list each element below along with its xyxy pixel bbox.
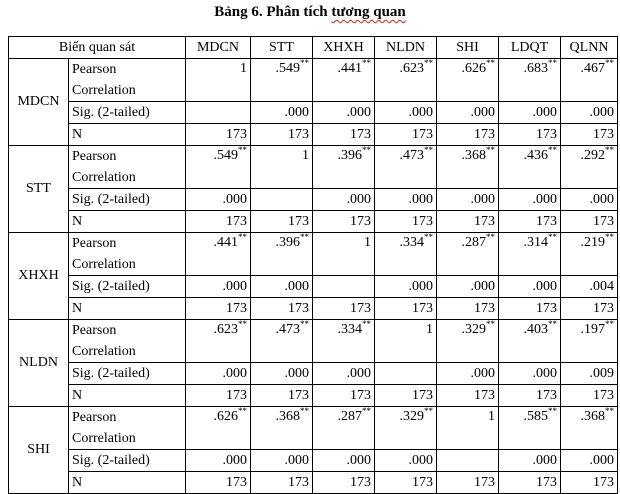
sig-cell [313,276,375,298]
n-cell: 173 [313,385,375,407]
pearson-cell [251,146,313,189]
n-label: N [69,385,186,407]
pearson-value: .368 [580,409,605,424]
pearson-value: .549 [213,148,238,163]
pearson-cell [251,320,313,363]
pearson-value: .334 [399,235,424,250]
sig-cell: .000 [437,363,499,385]
sig-cell: .000 [499,189,561,211]
sig-label: Sig. (2-tailed) [69,363,186,385]
pearson-value: .623 [399,61,424,76]
pearson-cell [561,59,618,102]
pearson-value: 1 [488,409,495,424]
sig-cell [437,450,499,472]
pearson-value: .467 [580,61,605,76]
pearson-value: 1 [364,235,371,250]
sig-cell: .000 [437,276,499,298]
pearson-value: .368 [275,409,300,424]
n-cell: 173 [313,298,375,320]
n-cell: 173 [437,472,499,494]
n-cell: 173 [313,124,375,146]
sig-cell: .000 [251,363,313,385]
n-cell: 173 [313,211,375,233]
significance-mark: ** [362,58,371,68]
n-cell: 173 [499,472,561,494]
significance-mark: ** [300,58,309,68]
col-header: STT [251,37,313,59]
n-row [9,124,618,146]
pearson-cell [251,233,313,276]
sig-row [9,189,618,211]
col-header: NLDN [375,37,437,59]
significance-mark: ** [238,406,247,416]
significance-mark: ** [605,319,614,329]
sig-cell: .000 [561,450,618,472]
n-cell: 173 [499,298,561,320]
sig-cell: .000 [437,189,499,211]
sig-row [9,450,618,472]
pearson-value: .441 [337,61,362,76]
pearson-cell [186,59,251,102]
significance-mark: ** [300,232,309,242]
significance-mark: ** [424,232,433,242]
sig-cell: .000 [499,102,561,124]
pearson-value: .287 [461,235,486,250]
n-cell: 173 [186,124,251,146]
pearson-value: .473 [399,148,424,163]
pearson-value: .683 [523,61,548,76]
significance-mark: ** [548,406,557,416]
pearson-cell [375,59,437,102]
significance-mark: ** [486,319,495,329]
sig-cell: .000 [313,189,375,211]
pearson-cell [375,146,437,189]
n-cell: 173 [186,472,251,494]
n-cell: 173 [375,211,437,233]
sig-cell: .000 [186,189,251,211]
n-cell: 173 [251,298,313,320]
n-label: N [69,124,186,146]
pearson-cell [561,146,618,189]
pearson-cell [499,59,561,102]
sig-label: Sig. (2-tailed) [69,189,186,211]
table-body [9,59,618,494]
n-cell: 173 [437,298,499,320]
variable-label: MDCN [9,59,69,146]
sig-cell: .000 [499,450,561,472]
n-cell: 173 [375,472,437,494]
variable-label: SHI [9,407,69,494]
col-header: MDCN [186,37,251,59]
pearson-cell [561,233,618,276]
n-cell: 173 [561,211,618,233]
pearson-value: .585 [523,409,548,424]
sig-cell: .009 [561,363,618,385]
correlation-table [8,36,618,494]
pearson-label: Pearson Correlation [69,320,186,363]
pearson-cell [186,146,251,189]
sig-cell: .000 [251,450,313,472]
n-label: N [69,298,186,320]
n-cell: 173 [251,211,313,233]
significance-mark: ** [605,58,614,68]
pearson-value: .292 [580,148,605,163]
title-wavy: tương quan [331,4,406,20]
significance-mark: ** [486,232,495,242]
significance-mark: ** [362,319,371,329]
significance-mark: ** [238,319,247,329]
pearson-value: .473 [275,322,300,337]
sig-label: Sig. (2-tailed) [69,450,186,472]
col-header: QLNN [561,37,618,59]
significance-mark: ** [605,232,614,242]
sig-cell: .000 [375,102,437,124]
pearson-value: .334 [337,322,362,337]
sig-cell: .000 [186,276,251,298]
sig-cell: .000 [437,102,499,124]
pearson-cell [437,59,499,102]
pearson-cell [561,407,618,450]
sig-cell: .000 [251,102,313,124]
significance-mark: ** [362,406,371,416]
sig-cell: .000 [186,363,251,385]
pearson-cell [499,146,561,189]
n-cell: 173 [561,472,618,494]
pearson-cell [499,233,561,276]
sig-cell: .000 [375,189,437,211]
pearson-cell [437,407,499,450]
n-cell: 173 [186,298,251,320]
pearson-value: 1 [426,322,433,337]
n-cell: 173 [437,124,499,146]
pearson-label: Pearson Correlation [69,233,186,276]
n-cell: 173 [499,385,561,407]
significance-mark: ** [605,406,614,416]
pearson-cell [499,320,561,363]
pearson-row [9,233,618,276]
col-header: SHI [437,37,499,59]
n-cell: 173 [251,124,313,146]
significance-mark: ** [238,232,247,242]
pearson-value: .287 [337,409,362,424]
sig-row [9,102,618,124]
pearson-value: .396 [337,148,362,163]
significance-mark: ** [548,232,557,242]
pearson-value: 1 [240,61,247,76]
pearson-value: 1 [302,148,309,163]
sig-cell: .000 [499,276,561,298]
sig-cell [251,189,313,211]
sig-label: Sig. (2-tailed) [69,102,186,124]
pearson-cell [186,407,251,450]
n-cell: 173 [437,211,499,233]
significance-mark: ** [424,406,433,416]
n-cell: 173 [251,472,313,494]
pearson-value: .197 [580,322,605,337]
corner-header: Biến quan sát [9,37,186,59]
pearson-cell [313,59,375,102]
pearson-value: .549 [275,61,300,76]
pearson-cell [437,146,499,189]
significance-mark: ** [486,145,495,155]
table-title [0,2,620,22]
pearson-value: .626 [213,409,238,424]
sig-row [9,363,618,385]
n-cell: 173 [561,298,618,320]
sig-cell: .000 [561,189,618,211]
sig-cell: .000 [251,276,313,298]
sig-cell: .000 [186,450,251,472]
significance-mark: ** [605,145,614,155]
pearson-value: .329 [461,322,486,337]
pearson-value: .626 [461,61,486,76]
variable-label: STT [9,146,69,233]
pearson-cell [499,407,561,450]
significance-mark: ** [300,406,309,416]
pearson-value: .441 [213,235,238,250]
n-cell: 173 [499,211,561,233]
pearson-cell [437,233,499,276]
pearson-row [9,146,618,189]
pearson-value: .396 [275,235,300,250]
sig-label: Sig. (2-tailed) [69,276,186,298]
sig-cell: .000 [375,450,437,472]
n-label: N [69,211,186,233]
n-cell: 173 [186,385,251,407]
n-row [9,385,618,407]
col-header: XHXH [313,37,375,59]
col-header: LDQT [499,37,561,59]
n-cell: 173 [561,385,618,407]
significance-mark: ** [424,58,433,68]
variable-label: NLDN [9,320,69,407]
pearson-cell [251,59,313,102]
n-cell: 173 [251,385,313,407]
sig-cell: .000 [499,363,561,385]
pearson-cell [186,320,251,363]
significance-mark: ** [424,145,433,155]
sig-cell [186,102,251,124]
n-cell: 173 [313,472,375,494]
pearson-value: .623 [213,322,238,337]
pearson-row [9,320,618,363]
n-row [9,211,618,233]
n-cell: 173 [561,124,618,146]
sig-row [9,276,618,298]
significance-mark: ** [486,58,495,68]
pearson-cell [313,320,375,363]
pearson-value: .314 [523,235,548,250]
pearson-value: .219 [580,235,605,250]
n-cell: 173 [186,211,251,233]
sig-cell: .000 [313,102,375,124]
variable-label: XHXH [9,233,69,320]
n-cell: 173 [375,298,437,320]
pearson-cell [437,320,499,363]
sig-cell: .000 [313,450,375,472]
significance-mark: ** [300,319,309,329]
pearson-cell [561,320,618,363]
pearson-cell [251,407,313,450]
n-cell: 173 [499,124,561,146]
pearson-label: Pearson Correlation [69,407,186,450]
pearson-value: .403 [523,322,548,337]
significance-mark: ** [548,319,557,329]
sig-cell [375,363,437,385]
pearson-cell [313,407,375,450]
pearson-label: Pearson Correlation [69,59,186,102]
pearson-cell [375,233,437,276]
pearson-value: .329 [399,409,424,424]
pearson-row [9,59,618,102]
n-cell: 173 [375,385,437,407]
pearson-label: Pearson Correlation [69,146,186,189]
pearson-cell [186,233,251,276]
pearson-cell [375,407,437,450]
title-prefix: Bảng 6. Phân tích [214,4,332,20]
significance-mark: ** [548,145,557,155]
pearson-cell [313,233,375,276]
n-label: N [69,472,186,494]
pearson-value: .368 [461,148,486,163]
significance-mark: ** [238,145,247,155]
significance-mark: ** [548,58,557,68]
sig-cell: .004 [561,276,618,298]
sig-cell: .000 [375,276,437,298]
n-row [9,472,618,494]
pearson-row [9,407,618,450]
pearson-value: .436 [523,148,548,163]
n-cell: 173 [375,124,437,146]
n-cell: 173 [437,385,499,407]
pearson-cell [313,146,375,189]
n-row [9,298,618,320]
sig-cell: .000 [313,363,375,385]
pearson-cell [375,320,437,363]
significance-mark: ** [362,145,371,155]
sig-cell: .000 [561,102,618,124]
header-row [9,37,618,59]
